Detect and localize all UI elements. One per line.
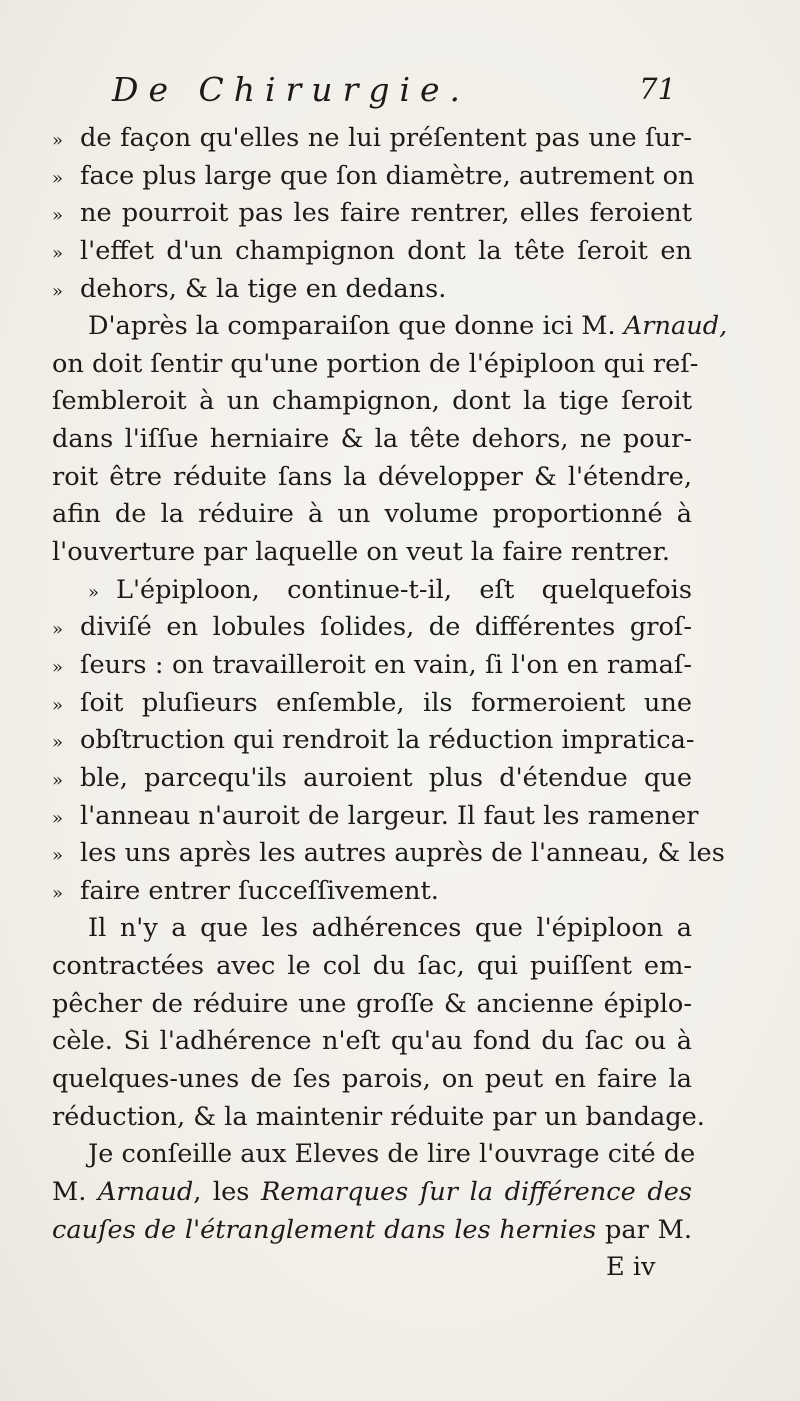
text-line: roit être réduite ſans la développer & l'étendre, <box>52 461 692 492</box>
quote-mark: » <box>52 694 64 716</box>
quote-mark: » <box>52 656 64 678</box>
body-text <box>52 120 728 1287</box>
text-line: » ne pourroit pas les faire rentrer, elles feroient <box>52 195 692 233</box>
text-line: » obſtruction qui rendroit la réduction impratica- <box>52 722 692 760</box>
text-line: » face plus large que ſon diamètre, autrement on <box>52 158 692 196</box>
signature-line <box>52 1249 692 1287</box>
text-line: » de façon qu'elles ne lui préſentent pas une ſur- <box>52 120 692 158</box>
text-line: » L'épiploon, continue-t-il, eſt quelquefois <box>52 572 692 610</box>
text-line: Il n'y a que les adhérences que l'épiploon a <box>88 913 692 944</box>
quote-mark: » <box>52 845 64 867</box>
quote-mark: » <box>52 167 64 189</box>
text-line: cauſes de l'étranglement dans les hernies par M. <box>52 1214 692 1245</box>
text-line: » ſoit pluſieurs enſemble, ils formeroient une <box>52 685 692 723</box>
page-header <box>112 70 676 110</box>
quote-mark: » <box>52 769 64 791</box>
quote-mark: » <box>52 280 64 302</box>
text-line: dans l'iſſue herniaire & la tête dehors, ne pour- <box>52 424 692 455</box>
author-name: Arnaud <box>97 1176 194 1207</box>
text-line: D'après la comparaiſon que donne ici M. Arnaud, <box>88 311 728 342</box>
text-line: afin de la réduire à un volume proportionné à <box>52 499 692 530</box>
signature-mark: E iv <box>606 1252 656 1283</box>
text-line: pêcher de réduire une groſſe & ancienne épiplo- <box>52 988 692 1019</box>
running-title: De Chirurgie. <box>112 70 471 109</box>
quote-mark: » <box>52 882 64 904</box>
text-line: » diviſé en lobules ſolides, de différentes groſ- <box>52 609 692 647</box>
author-name: Arnaud, <box>623 311 728 342</box>
page-number: 71 <box>639 72 676 106</box>
text-line: » dehors, & la tige en dedans. <box>52 271 692 309</box>
book-title: Remarques ſur la différence des <box>260 1176 692 1207</box>
quote-mark: » <box>88 581 100 603</box>
text-line: on doit ſentir qu'une portion de l'épiploon qui reſ- <box>52 348 699 379</box>
text-line: ſembleroit à un champignon, dont la tige ſeroit <box>52 386 692 417</box>
quote-mark: » <box>52 732 64 754</box>
text-line: » faire entrer ſucceſſivement. <box>52 873 692 911</box>
text-line: réduction, & la maintenir réduite par un bandage. <box>52 1101 705 1132</box>
text-line: » ſeurs : on travailleroit en vain, ſi l'on en ramaſ- <box>52 647 692 685</box>
quote-mark: » <box>52 807 64 829</box>
text-line: contractées avec le col du ſac, qui puiſſent em- <box>52 951 692 982</box>
quote-mark: » <box>52 205 64 227</box>
text-line: Je conſeille aux Eleves de lire l'ouvrage cité de <box>88 1139 696 1170</box>
text-line: cèle. Si l'adhérence n'eſt qu'au fond du ſac ou à <box>52 1026 692 1057</box>
text-line: M. Arnaud, les Remarques ſur la différence des <box>52 1176 692 1207</box>
text-line: quelques-unes de ſes parois, on peut en faire la <box>52 1064 692 1095</box>
quote-mark: » <box>52 619 64 641</box>
quote-mark: » <box>52 130 64 151</box>
text-line: l'ouverture par laquelle on veut la faire rentrer. <box>52 537 670 568</box>
text-line: » l'effet d'un champignon dont la tête ſeroit en <box>52 233 692 271</box>
quote-mark: » <box>52 242 64 264</box>
book-title: cauſes de l'étranglement dans les hernies <box>52 1214 597 1245</box>
text-line: » les uns après les autres auprès de l'anneau, & les <box>52 835 692 873</box>
text-line: » ble, parcequ'ils auroient plus d'étendue que <box>52 760 692 798</box>
text-line: » l'anneau n'auroit de largeur. Il faut les ramener <box>52 798 692 836</box>
